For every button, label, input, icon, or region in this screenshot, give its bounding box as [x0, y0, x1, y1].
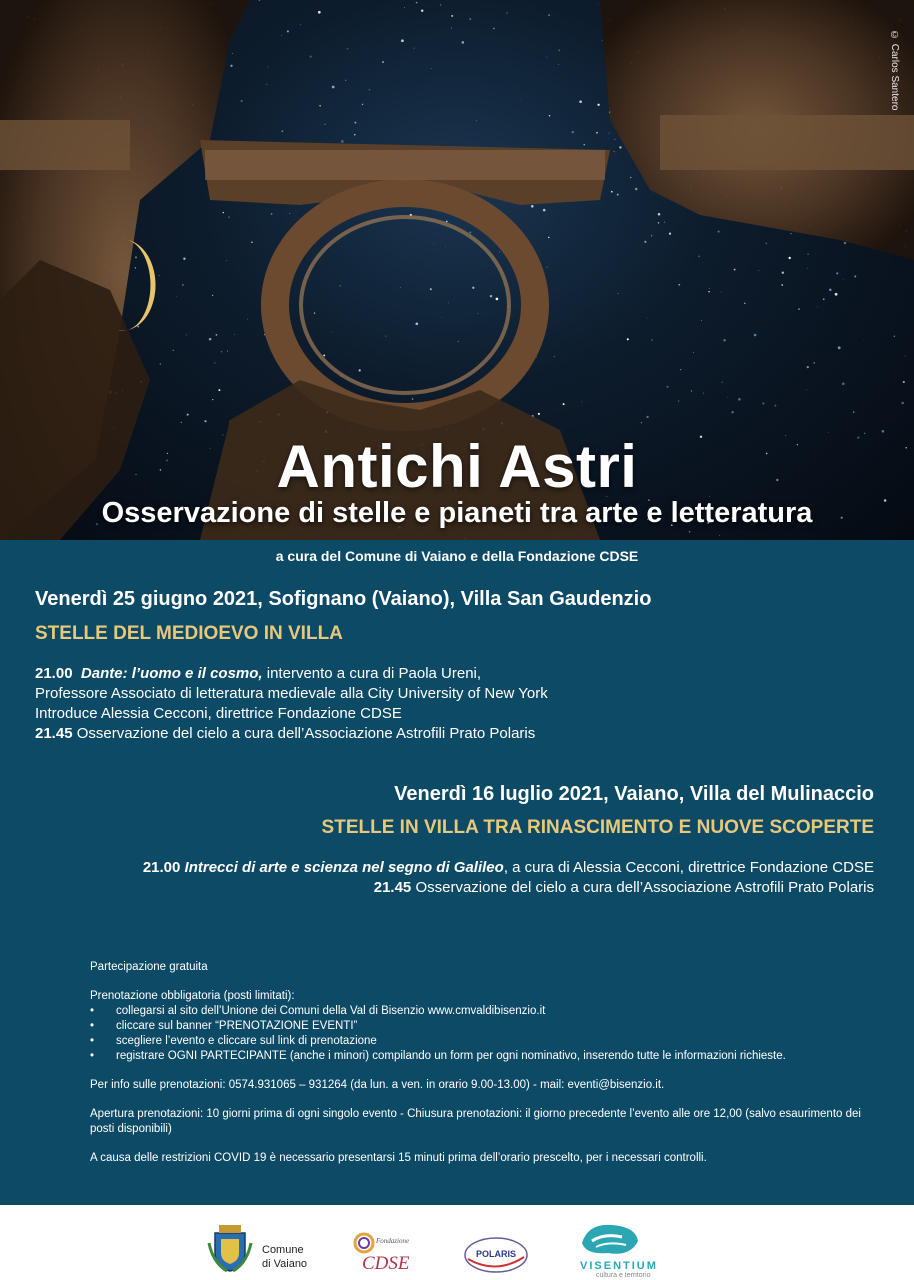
- event-1-program: [35, 664, 548, 744]
- star: [430, 288, 432, 290]
- star: [842, 382, 845, 385]
- star: [854, 276, 856, 278]
- star: [448, 302, 449, 303]
- star: [817, 307, 818, 308]
- star: [727, 397, 728, 398]
- star: [416, 2, 418, 4]
- cdse-logo-icon: [352, 1231, 418, 1275]
- star: [183, 258, 185, 260]
- hero-image: [0, 0, 914, 540]
- star: [506, 12, 507, 13]
- booking-step: • scegliere l’evento e cliccare sul link di prenotazione: [90, 1034, 880, 1049]
- star: [863, 339, 864, 340]
- photo-credit: © Carlos Santero: [889, 30, 900, 111]
- star: [572, 131, 575, 134]
- star: [581, 401, 582, 402]
- star: [548, 237, 549, 238]
- star: [218, 389, 220, 391]
- star: [271, 213, 273, 215]
- visentium-subtitle: cultura e territorio: [596, 1272, 651, 1279]
- star: [531, 205, 534, 208]
- star: [790, 233, 791, 234]
- star: [477, 313, 478, 314]
- star: [212, 399, 213, 400]
- star: [701, 320, 702, 321]
- star: [597, 104, 599, 106]
- star: [829, 289, 831, 291]
- star: [266, 84, 267, 85]
- star: [823, 298, 825, 300]
- star: [667, 386, 669, 388]
- star: [548, 14, 550, 16]
- star: [204, 420, 206, 422]
- star: [499, 251, 500, 252]
- star: [247, 319, 248, 320]
- star: [259, 0, 261, 1]
- event-1-line-3: Introduce Alessia Cecconi, direttrice Fondazione CDSE: [35, 705, 402, 722]
- cdse-small-text: Fondazione: [376, 1237, 410, 1245]
- star: [669, 233, 671, 235]
- star: [807, 366, 809, 368]
- star: [734, 269, 736, 271]
- polaris-logo-icon: [462, 1235, 530, 1275]
- event-2-time-1: 21.00: [142, 859, 181, 876]
- event-2-line-1: [143, 858, 874, 878]
- event-2-time-2: 21.45: [373, 879, 412, 896]
- star: [678, 284, 680, 286]
- booking-info: [90, 960, 880, 1180]
- star: [382, 61, 384, 63]
- event-1-line-4: [35, 724, 548, 744]
- star: [232, 53, 233, 54]
- star: [731, 411, 733, 413]
- star: [836, 272, 838, 274]
- star: [719, 535, 720, 536]
- star: [579, 100, 582, 103]
- star: [689, 531, 691, 533]
- star: [289, 213, 290, 214]
- star: [563, 403, 565, 405]
- booking-step: • cliccare sul banner “PRENOTAZIONE EVENTI”: [90, 1019, 880, 1034]
- star: [614, 151, 615, 152]
- star: [318, 11, 321, 14]
- curated-by: a cura del Comune di Vaiano e della Fondazione CDSE: [275, 548, 639, 564]
- star: [412, 398, 413, 399]
- star: [721, 292, 722, 293]
- star: [281, 130, 283, 132]
- star: [421, 9, 423, 11]
- star: [617, 194, 619, 196]
- star: [798, 308, 800, 310]
- star: [738, 398, 741, 401]
- event-1-theme: STELLE DEL MEDIOEVO IN VILLA: [35, 623, 343, 644]
- booking-contacts: Per info sulle prenotazioni: 0574.931065 – 931264 (da lun. a ven. in orario 9.00-13.00) - mail: eventi@bisenzio.it.: [90, 1079, 665, 1091]
- star: [451, 15, 453, 17]
- covid-notice: A causa delle restrizioni COVID 19 è necessario presentarsi 15 minuti prima dell’orario prescelto, per i necessari controlli.: [90, 1152, 707, 1164]
- star: [385, 336, 386, 337]
- comune-line-1: Comune: [262, 1244, 304, 1256]
- star: [680, 369, 681, 370]
- star: [446, 221, 448, 223]
- star: [543, 209, 546, 212]
- star: [314, 312, 315, 313]
- star: [209, 338, 212, 341]
- star: [401, 39, 404, 42]
- star: [651, 339, 652, 340]
- star: [744, 303, 745, 304]
- star: [558, 50, 560, 52]
- star: [596, 132, 598, 134]
- star: [241, 100, 243, 102]
- star: [310, 56, 312, 58]
- event-2-line-2: [143, 878, 874, 898]
- page-subtitle: Osservazione di stelle e pianeti tra arte e letteratura: [101, 497, 813, 529]
- star: [894, 336, 895, 337]
- star: [646, 416, 648, 418]
- star: [472, 287, 474, 289]
- star: [331, 332, 332, 333]
- star: [774, 405, 776, 407]
- star: [630, 177, 631, 178]
- star: [440, 5, 441, 6]
- star: [159, 275, 160, 276]
- free-participation: Partecipazione gratuita: [90, 961, 208, 973]
- event-1-time-2: 21.45: [35, 725, 73, 742]
- star: [584, 144, 585, 145]
- star: [844, 242, 847, 245]
- star: [549, 115, 550, 116]
- star: [414, 48, 415, 49]
- sponsor-logos: [0, 1205, 914, 1280]
- star: [843, 279, 844, 280]
- star: [853, 411, 854, 412]
- star: [332, 86, 335, 89]
- star: [782, 272, 784, 274]
- star: [462, 41, 465, 44]
- star: [627, 338, 629, 340]
- star: [323, 354, 325, 356]
- visentium-text: VISENTIUM: [580, 1260, 658, 1272]
- cdse-text: CDSE: [362, 1253, 410, 1274]
- comune-logo-text: [262, 1243, 307, 1271]
- star: [678, 401, 679, 402]
- event-2-talk-rest: , a cura di Alessia Cecconi, direttrice Fondazione CDSE: [503, 859, 874, 876]
- star: [354, 122, 356, 124]
- star: [722, 382, 723, 383]
- star: [441, 317, 442, 318]
- star: [251, 241, 253, 243]
- star: [781, 284, 783, 286]
- star: [838, 346, 841, 349]
- booking-opening: Apertura prenotazioni: 10 giorni prima di ogni singolo evento - Chiusura prenotazioni: il giorno precedente l’evento alle ore 12,00 (salvo esaurimento dei posti disponibili): [90, 1108, 861, 1135]
- star: [664, 222, 665, 223]
- star: [641, 422, 642, 423]
- star: [182, 284, 183, 285]
- star: [766, 243, 768, 245]
- star: [347, 48, 349, 50]
- star: [754, 334, 757, 337]
- star: [415, 322, 418, 325]
- star: [340, 285, 341, 286]
- star: [451, 27, 452, 28]
- star: [614, 139, 616, 141]
- star: [324, 124, 325, 125]
- star: [538, 413, 540, 415]
- comune-line-2: di Vaiano: [262, 1258, 308, 1270]
- star: [359, 369, 361, 371]
- event-2-theme: STELLE IN VILLA TRA RINASCIMENTO E NUOVE SCOPERTE: [321, 817, 874, 838]
- star: [362, 104, 364, 106]
- star: [647, 318, 648, 319]
- star: [181, 422, 182, 423]
- page-title: Antichi Astri: [276, 433, 638, 500]
- star: [221, 351, 222, 352]
- star: [808, 254, 809, 255]
- star: [708, 291, 709, 292]
- star: [227, 350, 228, 351]
- booking-step: • collegarsi al sito dell’Unione dei Comuni della Val di Bisenzio www.cmvaldibisenzio.it: [90, 1004, 880, 1019]
- event-2-observation: Osservazione del cielo a cura dell’Associazione Astrofili Prato Polaris: [411, 879, 874, 896]
- star: [176, 296, 177, 297]
- star: [547, 267, 548, 268]
- star: [698, 256, 700, 258]
- star: [490, 295, 493, 298]
- star: [228, 216, 230, 218]
- star: [226, 260, 227, 261]
- event-2-date: Venerdì 16 luglio 2021, Vaiano, Villa del Mulinaccio: [394, 783, 874, 805]
- star: [651, 235, 652, 236]
- star: [520, 100, 521, 101]
- star: [216, 334, 218, 336]
- star: [807, 268, 808, 269]
- event-1-line-2: Professore Associato di letteratura medievale alla City University of New York: [35, 685, 548, 702]
- star: [212, 295, 213, 296]
- star: [469, 231, 471, 233]
- star: [691, 390, 692, 391]
- star: [493, 28, 495, 30]
- star: [835, 293, 838, 296]
- star: [458, 341, 459, 342]
- star: [173, 350, 174, 351]
- event-1-date: Venerdì 25 giugno 2021, Sofignano (Vaiano), Villa San Gaudenzio: [35, 588, 652, 610]
- star: [281, 35, 282, 36]
- star: [160, 363, 161, 364]
- star: [234, 334, 235, 335]
- star: [658, 213, 661, 216]
- star: [618, 293, 619, 294]
- star: [644, 241, 646, 243]
- star: [619, 146, 621, 148]
- booking-steps: [90, 1004, 880, 1064]
- star: [267, 66, 268, 67]
- star: [404, 7, 405, 8]
- star: [554, 356, 555, 357]
- star: [602, 40, 603, 41]
- star: [287, 30, 289, 32]
- star: [558, 64, 559, 65]
- event-1-talk-rest: intervento a cura di Paola Ureni,: [262, 665, 482, 682]
- star: [433, 243, 434, 244]
- event-1-line-1: [35, 664, 548, 684]
- star: [789, 257, 791, 259]
- star: [341, 140, 344, 143]
- event-2-talk-title: Intrecci di arte e scienza nel segno di Galileo: [184, 859, 504, 876]
- star: [903, 381, 905, 383]
- star: [445, 247, 446, 248]
- star: [400, 287, 401, 288]
- event-1-time-1: 21.00: [35, 665, 73, 682]
- star: [135, 267, 136, 268]
- star: [723, 339, 725, 341]
- star: [300, 24, 301, 25]
- star: [187, 414, 189, 416]
- star: [186, 334, 187, 335]
- star: [135, 256, 137, 258]
- star: [693, 352, 694, 353]
- star: [214, 362, 215, 363]
- star: [230, 65, 232, 67]
- star: [762, 402, 764, 404]
- star: [611, 191, 613, 193]
- star: [345, 80, 346, 81]
- event-1-talk-title: Dante: l’uomo e il cosmo,: [80, 665, 263, 682]
- star: [496, 298, 499, 301]
- event-1-observation: Osservazione del cielo a cura dell’Associazione Astrofili Prato Polaris: [72, 725, 536, 742]
- star: [658, 222, 659, 223]
- star: [137, 326, 139, 328]
- star: [901, 402, 904, 405]
- star: [598, 4, 599, 5]
- polaris-text: POLARIS: [475, 1249, 517, 1259]
- star: [469, 18, 470, 19]
- comune-vaiano-crest-icon: [205, 1223, 255, 1273]
- star: [354, 134, 355, 135]
- star: [369, 89, 371, 91]
- star: [223, 212, 224, 213]
- star: [319, 105, 320, 106]
- star: [758, 270, 759, 271]
- star: [635, 188, 638, 191]
- star: [609, 133, 610, 134]
- star: [703, 393, 704, 394]
- star: [709, 288, 710, 289]
- star: [476, 120, 477, 121]
- star: [431, 68, 432, 69]
- event-panel: [0, 540, 914, 1205]
- booking-title: Prenotazione obbligatoria (posti limitati):: [90, 990, 295, 1002]
- star: [806, 389, 807, 390]
- star: [718, 231, 720, 233]
- booking-step: • registrare OGNI PARTECIPANTE (anche i minori) compilando un form per ogni nominativo, inserendo tutte le informazioni richieste.: [90, 1049, 880, 1064]
- star: [905, 355, 906, 356]
- star: [546, 57, 547, 58]
- star: [813, 362, 814, 363]
- visentium-logo-icon: [578, 1219, 642, 1259]
- event-2-program: [143, 858, 874, 898]
